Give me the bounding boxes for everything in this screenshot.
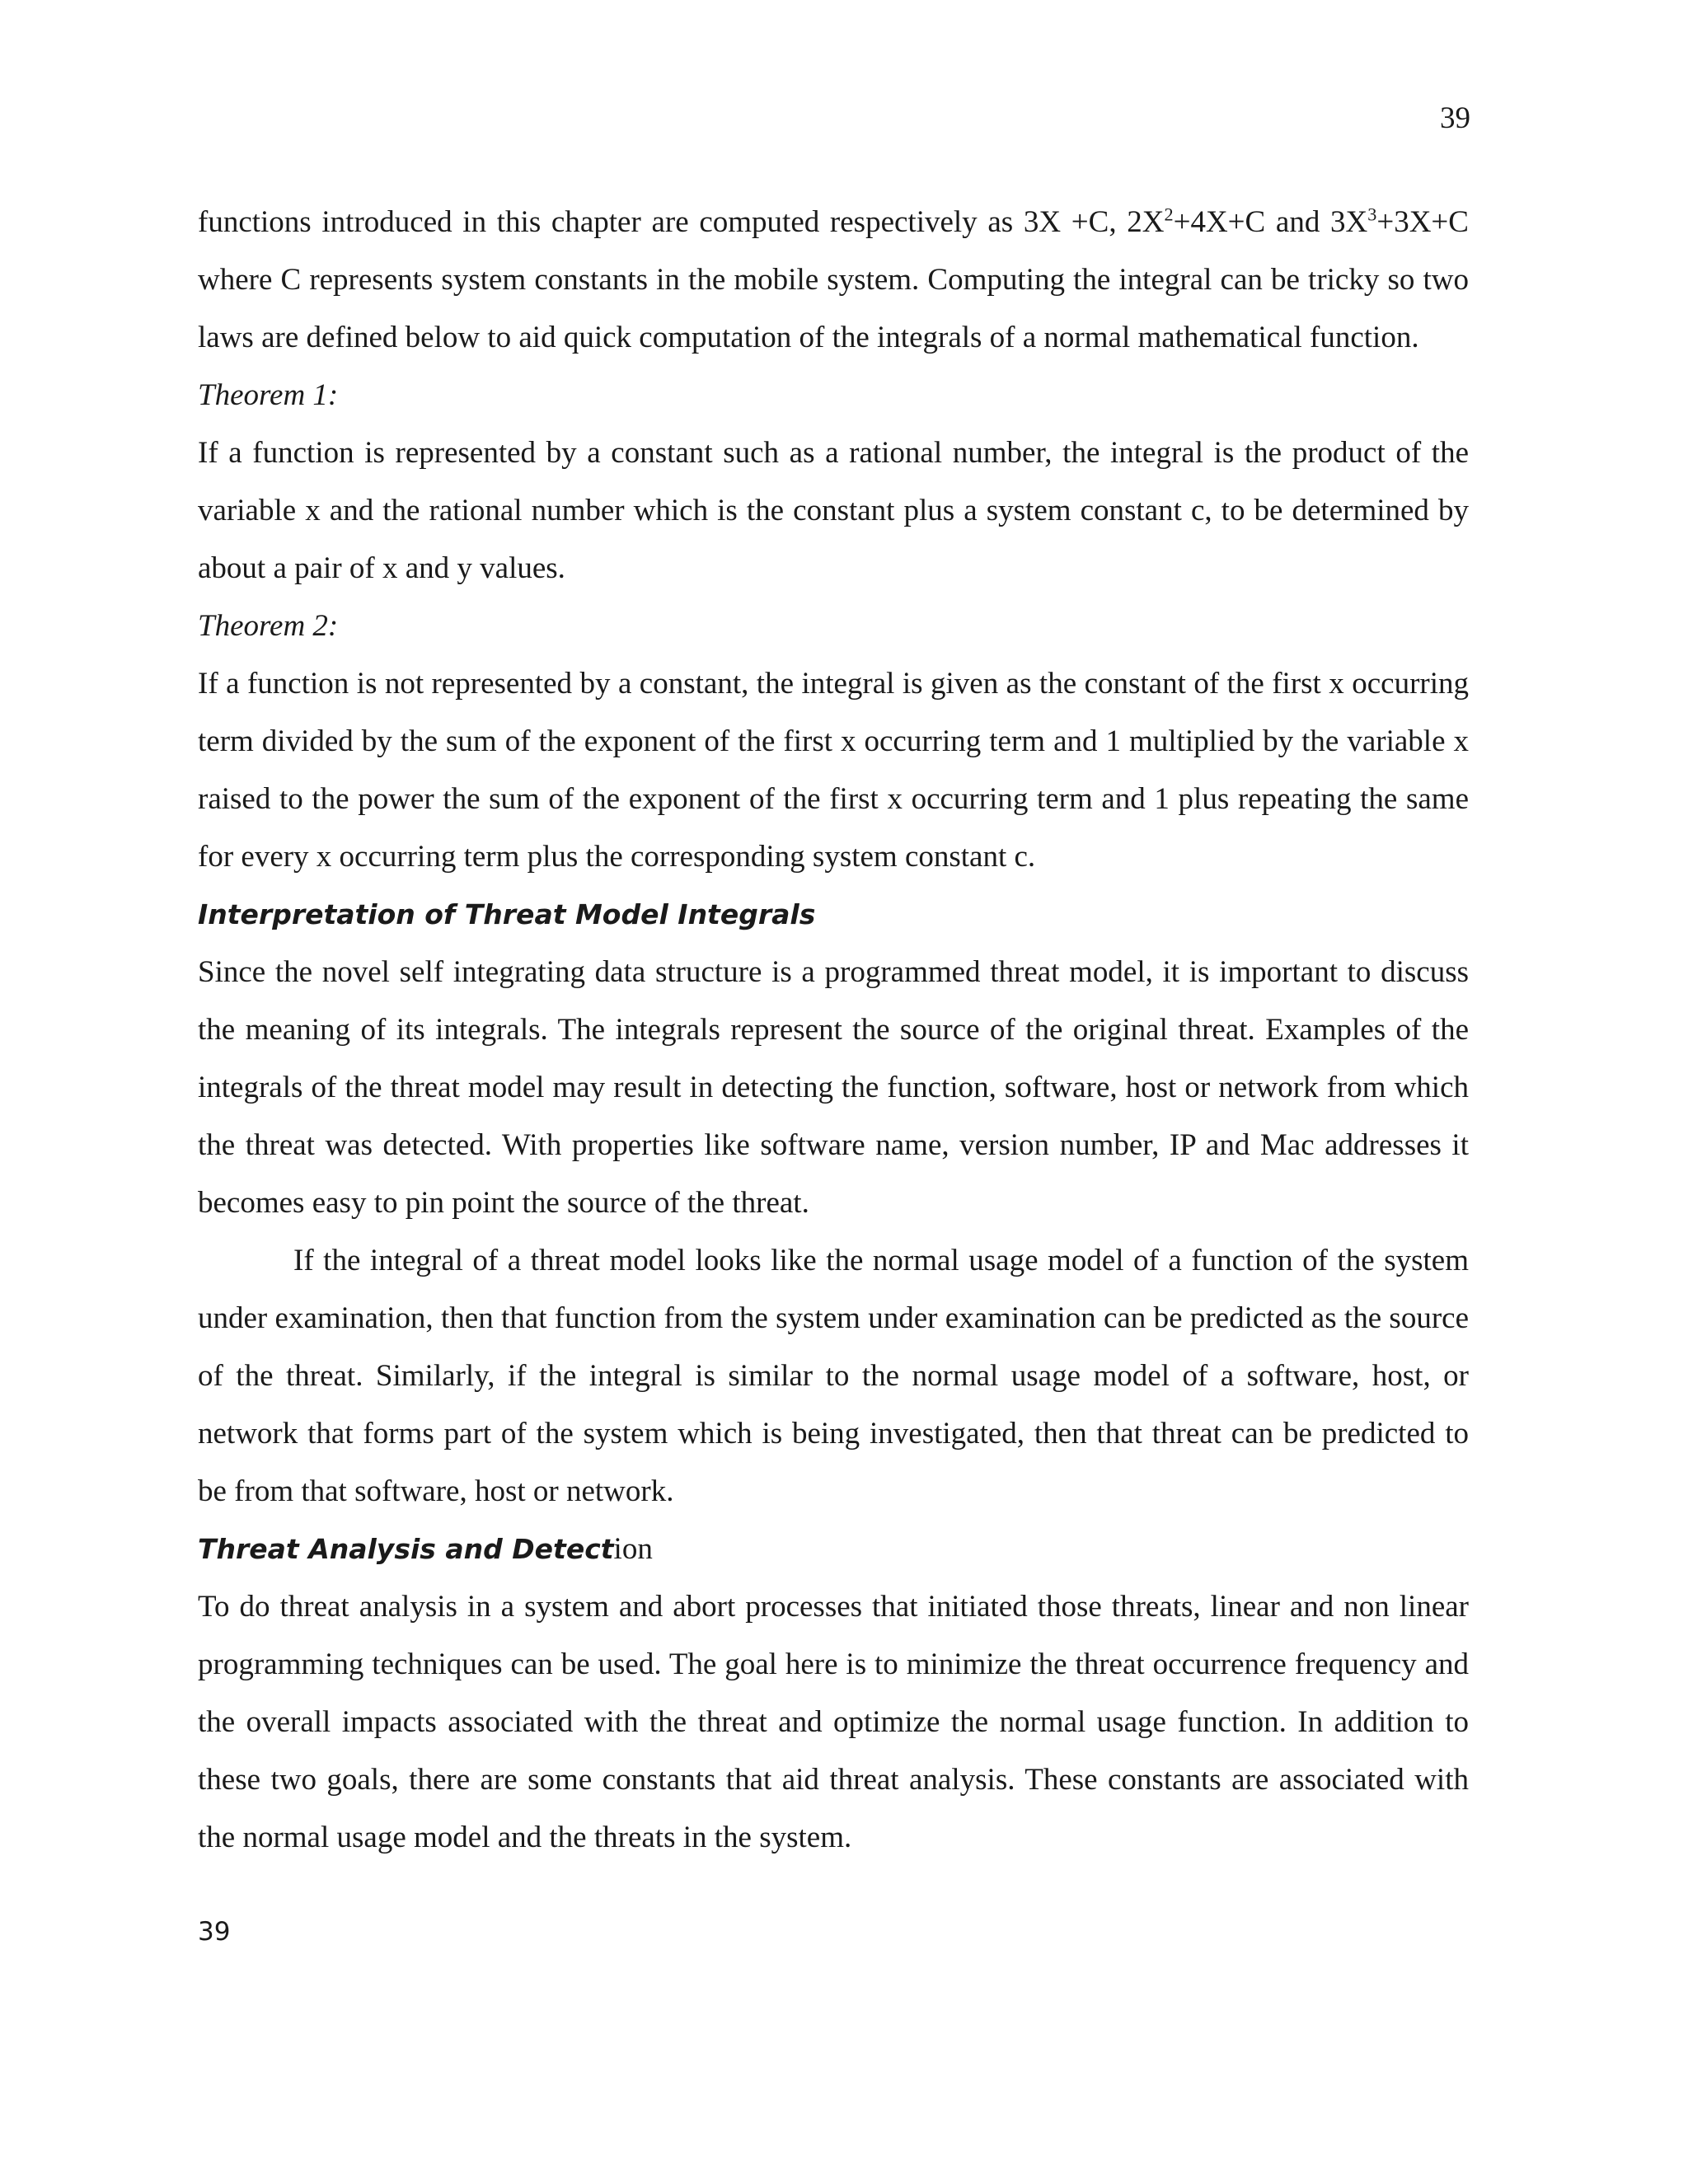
theorem-1-label: Theorem 1: [198,378,339,412]
intro-text-1: functions introduced in this chapter are computed respectively as 3X +C, 2X [198,205,1165,239]
theorem-2-label: Theorem 2: [198,609,339,643]
section-heading-interpretation: Interpretation of Threat Model Integrals [198,898,816,930]
page-number-bottom: 39 [198,1917,231,1947]
section-heading-threat-analysis [198,1521,1469,1578]
exponent-2: 2 [1164,204,1174,225]
page-number-top: 39 [1440,101,1470,135]
theorem-2-text: If a function is not represented by a constant, the integral is given as the constant of the first x occurring term divided by the sum of the exponent of the first x occurring term and 1 multiplied by the variable x raised to the power the sum of the exponent of the first x occurring term and 1 plus repeating the same for every x occurring term plus the corresponding system constant c. [198,667,1469,874]
intro-text-3: +3X+C where C represents system constants in the mobile system. Computing the integral can be tricky so two laws are defined below to aid quick computation of the integrals of a normal mathematical function. [198,205,1469,354]
intro-paragraph [198,194,1469,367]
heading-tail-text: ion [613,1532,653,1566]
theorem-1-text: If a function is represented by a constant such as a rational number, the integral is the product of the variable x and the rational number which is the constant plus a system constant c, to be determined by about a pair of x and y values. [198,436,1469,585]
heading-main-text: Threat Analysis and Detect [198,1533,614,1565]
intro-text-2: +4X+C and 3X [1173,205,1368,239]
interpretation-paragraph-2: If the integral of a threat model looks like the normal usage model of a function of the system under examination, then that function from the system under examination can be predicted as the source of the threat. Similarly, if the integral is similar to the normal usage model of a software, host, or network that forms part of the system which is being investigated, then that threat can be predicted to be from that software, host or network. [198,1244,1469,1508]
exponent-3: 3 [1367,204,1377,225]
page-body [198,194,1469,1867]
interpretation-paragraph-1: Since the novel self integrating data structure is a programmed threat model, it is important to discuss the meaning of its integrals. The integrals represent the source of the original threat. Examples of the integrals of the threat model may result in detecting the function, software, host or network from which the threat was detected. With properties like software name, version number, IP and Mac addresses it becomes easy to pin point the source of the threat. [198,955,1469,1220]
threat-analysis-paragraph: To do threat analysis in a system and abort processes that initiated those threats, linear and non linear programming techniques can be used. The goal here is to minimize the threat occurrence frequency and the overall impacts associated with the threat and optimize the normal usage function. In addition to these two goals, there are some constants that aid threat analysis. These constants are associated with the normal usage model and the threats in the system. [198,1590,1469,1854]
